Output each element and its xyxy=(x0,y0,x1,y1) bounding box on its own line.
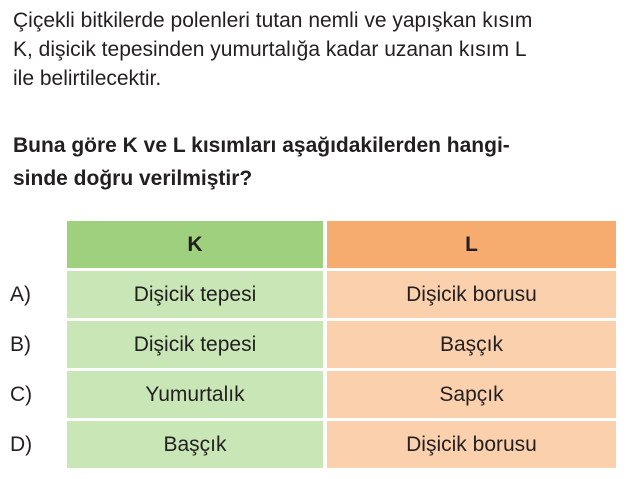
option-k-cell: Dişicik tepesi xyxy=(67,271,323,318)
stem-line-2: K, dişicik tepesinden yumurtalığa kadar uzanan kısım L xyxy=(13,38,527,61)
header-l: L xyxy=(327,221,616,268)
header-k: K xyxy=(67,221,323,268)
stem-line-1: Çiçekli bitkilerde polenleri tutan nemli ve yapışkan kısım xyxy=(13,9,533,32)
question-prompt xyxy=(13,129,618,195)
table-header-row xyxy=(0,221,616,268)
options-table xyxy=(0,221,616,471)
stem-line-3: ile belirtilecektir. xyxy=(13,67,162,90)
option-letter: C) xyxy=(10,383,33,406)
prompt-line-1: Buna göre K ve L kısımları aşağıdakilerden hangi- xyxy=(13,134,510,157)
option-row-c[interactable] xyxy=(0,371,616,418)
option-row-b[interactable] xyxy=(0,321,616,368)
option-row-a[interactable] xyxy=(0,271,616,318)
option-l-cell: Dişicik borusu xyxy=(327,421,616,468)
option-k-cell: Dişicik tepesi xyxy=(67,321,323,368)
option-letter: B) xyxy=(10,333,31,356)
option-k-cell: Başçık xyxy=(67,421,323,468)
option-row-d[interactable] xyxy=(0,421,616,468)
prompt-line-2: sinde doğru verilmiştir? xyxy=(13,167,253,190)
option-l-cell: Sapçık xyxy=(327,371,616,418)
question-stem xyxy=(13,6,618,93)
option-l-cell: Dişicik borusu xyxy=(327,271,616,318)
option-l-cell: Başçık xyxy=(327,321,616,368)
option-k-cell: Yumurtalık xyxy=(67,371,323,418)
option-letter: D) xyxy=(10,433,33,456)
option-letter: A) xyxy=(10,283,31,306)
